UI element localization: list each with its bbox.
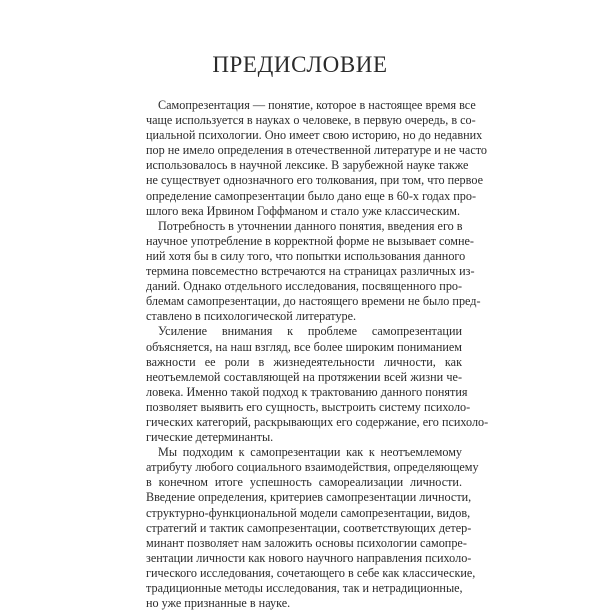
paragraph bbox=[146, 445, 479, 611]
text-line: блемам самопрезентации, до настоящего времени не было пред- bbox=[146, 294, 481, 309]
text-line: ловека. Именно такой подход к трактованию данного понятия bbox=[146, 384, 468, 399]
text-line: неотъемлемой составляющей на протяжении всей жизни че- bbox=[146, 369, 462, 384]
text-line: стратегий и тактик самопрезентации, соответствующих детер- bbox=[146, 520, 472, 535]
text-line: научное употребление в корректной форме не вызывает сомне- bbox=[146, 233, 474, 248]
page-title: ПРЕДИСЛОВИЕ bbox=[212, 52, 388, 77]
text-line: зентации личности как нового научного направления психоло- bbox=[146, 550, 472, 565]
text-line: определение самопрезентации было дано еще в 60-х годах про- bbox=[146, 188, 477, 203]
text-line: минант позволяет нам заложить основы психологии самопре- bbox=[146, 535, 467, 550]
text-line: ставлено в психологической литературе. bbox=[146, 309, 357, 324]
text-line: Самопрезентация — понятие, которое в настоящее время все bbox=[158, 98, 476, 112]
text-line: гических категорий, раскрывающих его содержание, его психоло- bbox=[146, 414, 489, 429]
text-line: гического исследования, сочетающего в себе как классические, bbox=[146, 565, 476, 580]
text-line: Мы подходим к самопрезентации как к неотъемлемому bbox=[158, 445, 462, 460]
paragraph bbox=[146, 98, 487, 219]
text-line: гические детерминанты. bbox=[146, 430, 274, 445]
text-line: структурно-функциональной модели самопрезентации, видов, bbox=[146, 505, 471, 520]
text-line: Потребность в уточнении данного понятия, введения его в bbox=[158, 218, 463, 233]
body-text bbox=[146, 98, 489, 611]
text-line: атрибуту любого социального взаимодействия, определяющему bbox=[146, 460, 479, 475]
text-line: но уже признанные в науке. bbox=[146, 596, 291, 611]
text-line: использовалось в научной лексике. В зарубежной науке также bbox=[146, 158, 469, 173]
text-line: Усиление внимания к проблеме самопрезентации bbox=[158, 324, 462, 339]
text-line: объясняется, на наш взгляд, все более широким пониманием bbox=[146, 339, 462, 354]
text-line: ний хотя бы в силу того, что попытки использования данного bbox=[146, 248, 466, 263]
text-line: важности ее роли в жизнедеятельности личности, как bbox=[146, 354, 462, 369]
paragraph bbox=[146, 324, 489, 445]
text-line: циальной психологии. Оно имеет свою историю, но до недавних bbox=[146, 128, 483, 143]
text-line: не существует однозначного его толкования, при том, что первое bbox=[146, 173, 483, 188]
text-line: даний. Однако отдельного исследования, посвященного про- bbox=[146, 279, 463, 294]
paragraph bbox=[146, 218, 481, 325]
text-line: шлого века Ирвином Гоффманом и стало уже классическим. bbox=[146, 203, 461, 218]
text-line: традиционные методы исследования, так и нетрадиционные, bbox=[146, 581, 463, 595]
text-line: пор не имело определения в отечественной литературе и не часто bbox=[146, 143, 487, 158]
text-line: позволяет выявить его сущность, выстроить систему психоло- bbox=[146, 399, 471, 414]
text-line: в конечном итоге успешность самореализации личности. bbox=[146, 475, 462, 490]
text-line: чаще используется в науках о человеке, в первую очередь, в со- bbox=[146, 113, 476, 128]
text-line: Введение определения, критериев самопрезентации личности, bbox=[146, 490, 472, 505]
text-line: термина повсеместно встречаются на страницах различных из- bbox=[146, 264, 475, 279]
